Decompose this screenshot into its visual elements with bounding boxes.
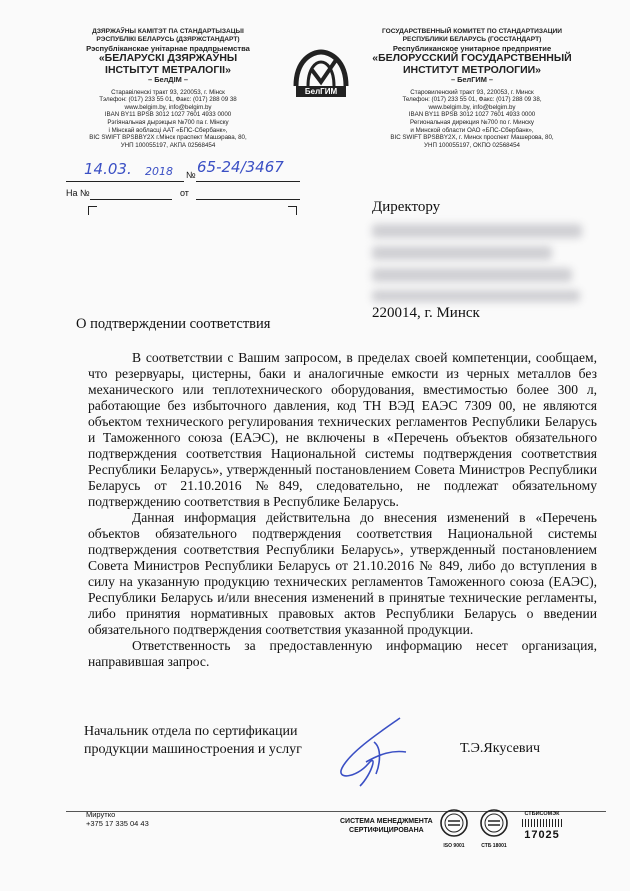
left-l9: www.belgim.by, info@belgim.by <box>124 103 212 111</box>
reg-date-line <box>66 181 184 182</box>
signatory-position <box>84 723 302 759</box>
left-l14: УНП 100055197, АКПА 02568454 <box>120 141 216 149</box>
belgim-logo <box>290 46 352 98</box>
position-line-1: Начальник отдела по сертификации <box>84 724 298 739</box>
cert-badge-1-label: ISO 9001 <box>443 843 465 849</box>
letter-body <box>88 350 597 670</box>
from-line <box>196 199 300 200</box>
corner-mark-right <box>288 206 297 215</box>
qms-label <box>340 817 433 835</box>
stb-label: СТБИСОМЭК <box>524 811 560 817</box>
right-l1: ГОСУДАРСТВЕННЫЙ КОМИТЕТ ПО СТАНДАРТИЗАЦИИ <box>381 28 563 35</box>
letterhead-left <box>48 28 288 149</box>
left-l7: Старавіленскі тракт 93, 220053, г. Мінск <box>111 88 225 96</box>
right-l3: Республиканское унитарное предприятие <box>392 43 552 53</box>
body-paragraph-3: Ответственность за предоставленную информацию несет организация, направившая запрос. <box>88 638 597 669</box>
right-l13: BIC SWIFT BPSBBY2X, г. Минск проспект Машерова, 80, <box>390 134 554 142</box>
from-label: от <box>180 188 189 198</box>
left-l8: Тэлефон: (017) 233 55 01, Факс: (017) 288 09 38 <box>99 96 237 104</box>
left-l2: РЭСПУБЛІКІ БЕЛАРУСЬ (ДЗЯРЖСТАНДАРТ) <box>96 36 240 44</box>
left-l4: «БЕЛАРУСКІ ДЗЯРЖАЎНЫ <box>98 52 238 65</box>
cert-badge-2 <box>478 808 510 848</box>
on-no-label: На № <box>66 188 90 198</box>
letterhead-right <box>352 28 592 149</box>
right-l9: www.belgim.by, info@belgim.by <box>428 103 516 111</box>
corner-mark-left <box>88 206 97 215</box>
addressee-title: Директору <box>372 199 441 215</box>
left-l13: BIC SWIFT BPSBBY2X г.Мінск праспект Машэрава, 80, <box>89 134 247 142</box>
executor-name: Мирутко <box>86 810 116 819</box>
stb-number: 17025 <box>524 829 560 841</box>
right-l12: и Минской области ОАО «БПС-Сбербанк», <box>410 126 534 134</box>
addressee-city: 220014, г. Минск <box>372 305 480 321</box>
right-l4: «БЕЛОРУССКИЙ ГОСУДАРСТВЕННЫЙ <box>372 52 572 65</box>
stb-accreditation <box>522 811 562 841</box>
handwritten-signature <box>330 712 420 792</box>
body-paragraph-1: В соответствии с Вашим запросом, в пределах своей компетенции, сообщаем, что резервуары, цистерны, баки и аналогичные емкости из черных металлов без механического или теплотехнического оборудования, вместимостью более 300 л, работающие без избыточного давления, код ТН ВЭД ЕАЭС 7309 00, не являются объектом технического регулирования технических регламентов Республики Беларусь и Таможенного союза (ЕАЭС), не включены в «Перечень объектов обязательного подтверждения соответствия Национальной системы подтверждения соответствия Республики Беларусь», утвержденный постановлением Совета Министров Республики Беларусь от 21.10.2016 №849, следовательно, не подлежат обязательному подтверждению соответствия в Республике Беларусь. <box>88 350 597 509</box>
left-l11: Рэгіянальная дырэкцыя №700 па г. Мінску <box>107 119 229 126</box>
executor-phone: +375 17 335 04 43 <box>86 819 149 828</box>
reg-number: 65-24/3467 <box>197 158 284 176</box>
cert-seal-icon <box>439 808 469 838</box>
reg-no-label: № <box>186 170 196 180</box>
reg-number-line <box>196 181 300 182</box>
left-l3: Рэспубліканскае унітарнае прадпрыемства <box>86 43 250 53</box>
redacted-addressee-2 <box>372 246 552 260</box>
right-l2: РЕСПУБЛИКИ БЕЛАРУСЬ (ГОССТАНДАРТ) <box>402 36 542 44</box>
reg-date: 14.03. <box>84 160 132 178</box>
right-l6: – БелГИМ – <box>450 75 494 85</box>
on-no-line <box>90 199 172 200</box>
qms-line-2: СЕРТИФИЦИРОВАНА <box>349 827 424 834</box>
right-l11: Региональная дирекция №700 по г. Минску <box>410 119 534 126</box>
left-l12: і Мінскай вобласці ААТ «БПС-Сбербанк», <box>108 126 228 134</box>
reg-year: 2018 <box>145 165 173 178</box>
stb-barcode-icon <box>522 819 562 827</box>
logo-text: БелГИМ <box>304 87 338 96</box>
body-paragraph-2: Данная информация действительна до внесения изменений в «Перечень объектов обязательного подтверждения соответствия Национальной системы подтверждения соответствия Республики Беларусь», утвержденный постановлением Совета Министров Республики Беларусь от 21.10.2016 № 849, либо до вступления в силу на указанную продукцию технических регламентов Таможенного союза (ЕАЭС), Республики Беларусь и/или внесения изменений в принятые технические регламенты, либо принятия нормативных правовых актов Республики Беларусь о введении обязательного подтверждения соответствия указанной продукции. <box>88 510 597 637</box>
left-l6: – БелДІМ – <box>148 75 188 85</box>
right-l14: УНП 100055197, ОКПО 02568454 <box>424 141 520 149</box>
redacted-addressee-3 <box>372 268 572 282</box>
redacted-addressee-4 <box>372 290 580 302</box>
position-line-2: продукции машиностроения и услуг <box>84 742 302 757</box>
signatory-name: Т.Э.Якусевич <box>460 741 541 756</box>
qms-line-1: СИСТЕМА МЕНЕДЖМЕНТА <box>340 818 433 825</box>
right-l10: IBAN BY11 BPSB 3012 1027 7601 4933 0000 <box>408 111 536 119</box>
cert-badge-1 <box>438 808 470 848</box>
right-l7: Старовиленский тракт 93, 220053, г. Минск <box>410 88 534 96</box>
left-l1: ДЗЯРЖАЎНЫ КАМІТЭТ ПА СТАНДАРТЫЗАЦЫІ <box>92 28 244 35</box>
right-l8: Телефон: (017) 233 55 01, Факс: (017) 288 09 38, <box>402 96 542 104</box>
left-l5: ІНСТЫТУТ МЕТРАЛОГІІ» <box>105 63 231 76</box>
executor-info <box>86 810 149 828</box>
cert-badge-2-label: СТБ 18001 <box>481 843 507 849</box>
left-l10: IBAN BY11 BPSB 3012 1027 7601 4933 0000 <box>104 111 232 119</box>
right-l5: ИНСТИТУТ МЕТРОЛОГИИ» <box>402 63 542 76</box>
redacted-addressee-1 <box>372 224 582 238</box>
subject-line: О подтверждении соответствия <box>76 316 271 332</box>
cert-seal-icon <box>479 808 509 838</box>
